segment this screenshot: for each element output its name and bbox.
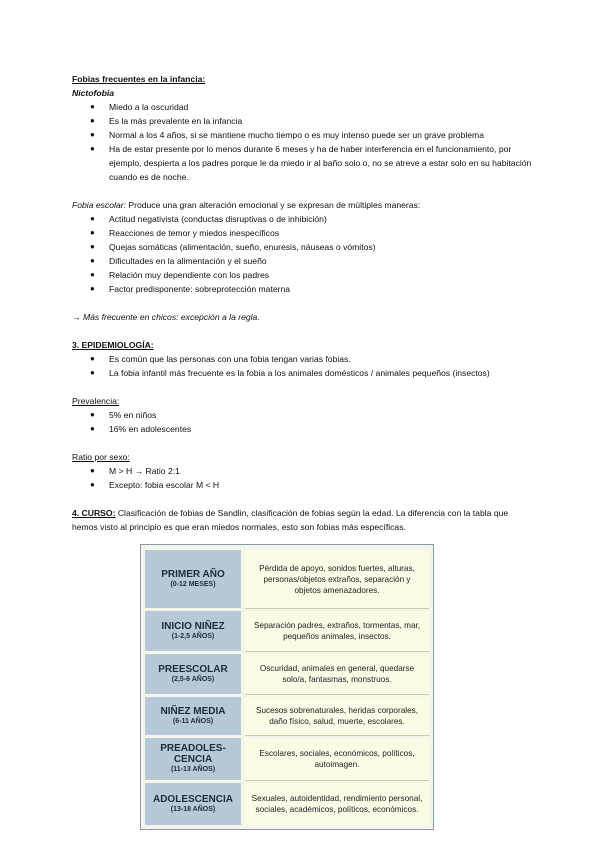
list-item: ● Factor predisponente: sobreprotección materna: [90, 284, 291, 294]
age-stage-name: PRIMER AÑO: [161, 568, 225, 580]
bullet-icon: ●: [90, 228, 95, 237]
heading-fobias-frecuentes: Fobias frecuentes en la infancia:: [72, 74, 206, 84]
bullet-icon: ●: [90, 480, 95, 489]
heading-epidemiologia: 3. EPIDEMIOLOGÍA:: [72, 340, 154, 350]
table-row: [141, 654, 433, 694]
list-item: ● Excepto: fobia escolar M < H: [90, 480, 220, 490]
list-item: ● Es la más prevalente en la infancia: [90, 116, 243, 126]
list-item: ● Reacciones de temor y miedos inespecíficos: [90, 228, 280, 238]
list-item: ● Relación muy dependiente con los padres: [90, 270, 270, 280]
list-item: ● La fobia infantil más frecuente es la fobia a los animales domésticos / animales pequeños (insectos): [90, 368, 490, 378]
bullet-icon: ●: [90, 130, 95, 139]
list-item: ● Ha de estar presente por lo menos durante 6 meses y ha de haber interferencia en el funcionamiento, por ejemplo, despierta a los padres porque le da miedo ir al baño solo o, no se atreve a estar solo en su habitación cuando es de noche.: [90, 144, 532, 182]
bullet-icon: ●: [90, 102, 95, 111]
phobia-description: Escolares, sociales, económicos, políticos, autoimagen.: [259, 749, 415, 769]
curso-paragraph: 4. CURSO: Clasificación de fobias de Sandlin, clasificación de fobias según la edad. La diferencia con la tabla que hemos visto al principio es que eran miedos normales, esto son fobias más específicas.: [72, 508, 509, 532]
list-item: ● 16% en adolescentes: [90, 424, 192, 434]
bullet-icon: ●: [90, 214, 95, 223]
bullet-icon: ●: [90, 284, 95, 293]
phobia-description-cell: [245, 654, 429, 695]
ratio-list: [72, 464, 532, 492]
phobia-description-cell: [245, 697, 429, 736]
bullet-icon: ●: [90, 354, 95, 363]
age-stage-range: (6-11 AÑOS): [172, 717, 214, 725]
list-item: ● Dificultades en la alimentación y el sueño: [90, 256, 267, 266]
age-label-cell: [145, 654, 241, 694]
phobia-description: Sexuales, autoidentidad, rendimiento personal, sociales, académicos, políticos, económicos.: [251, 794, 423, 814]
age-label-cell: [145, 738, 241, 780]
fobia-escolar-intro: Fobia escolar: Produce una gran alteración emocional y se expresan de múltiples maneras:: [72, 200, 421, 210]
table-row: [141, 738, 433, 780]
list-item: ● Es común que las personas con una fobia tengan varias fobias.: [90, 354, 351, 364]
phobia-description: Sucesos sobrenaturales, heridas corporales, daño físico, salud, muerte, escolares.: [255, 706, 419, 726]
bullet-icon: ●: [90, 256, 95, 265]
phobia-description: Separación padres, extraños, tormentas, mar, pequeños animales, insectos.: [253, 621, 421, 641]
age-stage-name: INICIO NIÑEZ: [161, 620, 225, 632]
age-stage-name: NIÑEZ MEDIA: [160, 705, 226, 717]
age-stage-name: ADOLESCENCIA: [152, 793, 233, 805]
age-stage-name: PREESCOLAR: [158, 663, 228, 675]
phobia-description-cell: [245, 611, 429, 652]
bullet-icon: ●: [90, 144, 95, 153]
document-page: [72, 72, 532, 534]
bullet-icon: ●: [90, 410, 95, 419]
age-label-cell: [145, 783, 241, 825]
list-item: ● M > H → Ratio 2:1: [90, 466, 180, 476]
age-stage-name: PREADOLES-CENCIA: [160, 743, 226, 765]
bullet-icon: ●: [90, 424, 95, 433]
table-row: [141, 550, 433, 608]
list-item: ● Miedo a la oscuridad: [90, 102, 189, 112]
phobia-description: Pérdida de apoyo, sonidos fuertes, alturas, personas/objetos extraños, separación y objetos amenazadores.: [259, 563, 415, 595]
bullet-icon: ●: [90, 466, 95, 475]
prevalencia-list: [72, 408, 532, 436]
bullet-icon: ●: [90, 368, 95, 377]
list-item: ● Quejas somáticas (alimentación, sueño, enuresis, náuseas o vómitos): [90, 242, 376, 252]
heading-nictofobia: Nictofobia: [72, 88, 115, 98]
sandlin-age-table: [140, 544, 434, 830]
age-stage-range: (13-18 AÑOS): [170, 805, 216, 813]
age-stage-range: (2,5-6 AÑOS): [171, 675, 215, 683]
age-stage-range: (0-12 MESES): [170, 580, 216, 588]
epidemiologia-list: [72, 352, 532, 380]
age-label-cell: [145, 611, 241, 651]
bullet-icon: ●: [90, 116, 95, 125]
age-label-cell: [145, 697, 241, 735]
bullet-icon: ●: [90, 242, 95, 251]
bullet-icon: ●: [90, 270, 95, 279]
age-stage-range: (11-13 AÑOS): [170, 766, 216, 773]
phobia-description-cell: [245, 550, 429, 609]
phobia-description-cell: [245, 738, 429, 781]
list-item: ● 5% en niños: [90, 410, 157, 420]
nictofobia-list: [72, 100, 532, 184]
list-item: ● Actitud negativista (conductas disruptivas o de inhibición): [90, 214, 327, 224]
list-item: ● Normal a los 4 años, si se mantiene mucho tiempo o es muy intenso puede ser un grave problema: [90, 130, 484, 140]
nota-chicos: → Más frecuente en chicos: excepción a la regla.: [72, 312, 260, 322]
table-row: [141, 611, 433, 651]
phobia-description-cell: [245, 783, 429, 825]
age-label-cell: [145, 550, 241, 608]
table-row: [141, 783, 433, 825]
heading-prevalencia: Prevalencia:: [72, 396, 120, 406]
phobia-description: Oscuridad, animales en general, quedarse solo/a, fantasmas, monstruos.: [259, 664, 415, 684]
table-row: [141, 697, 433, 735]
fobia-escolar-list: [72, 212, 532, 296]
age-stage-range: (1-2,5 AÑOS): [171, 632, 215, 640]
heading-ratio: Ratio por sexo:: [72, 452, 130, 462]
